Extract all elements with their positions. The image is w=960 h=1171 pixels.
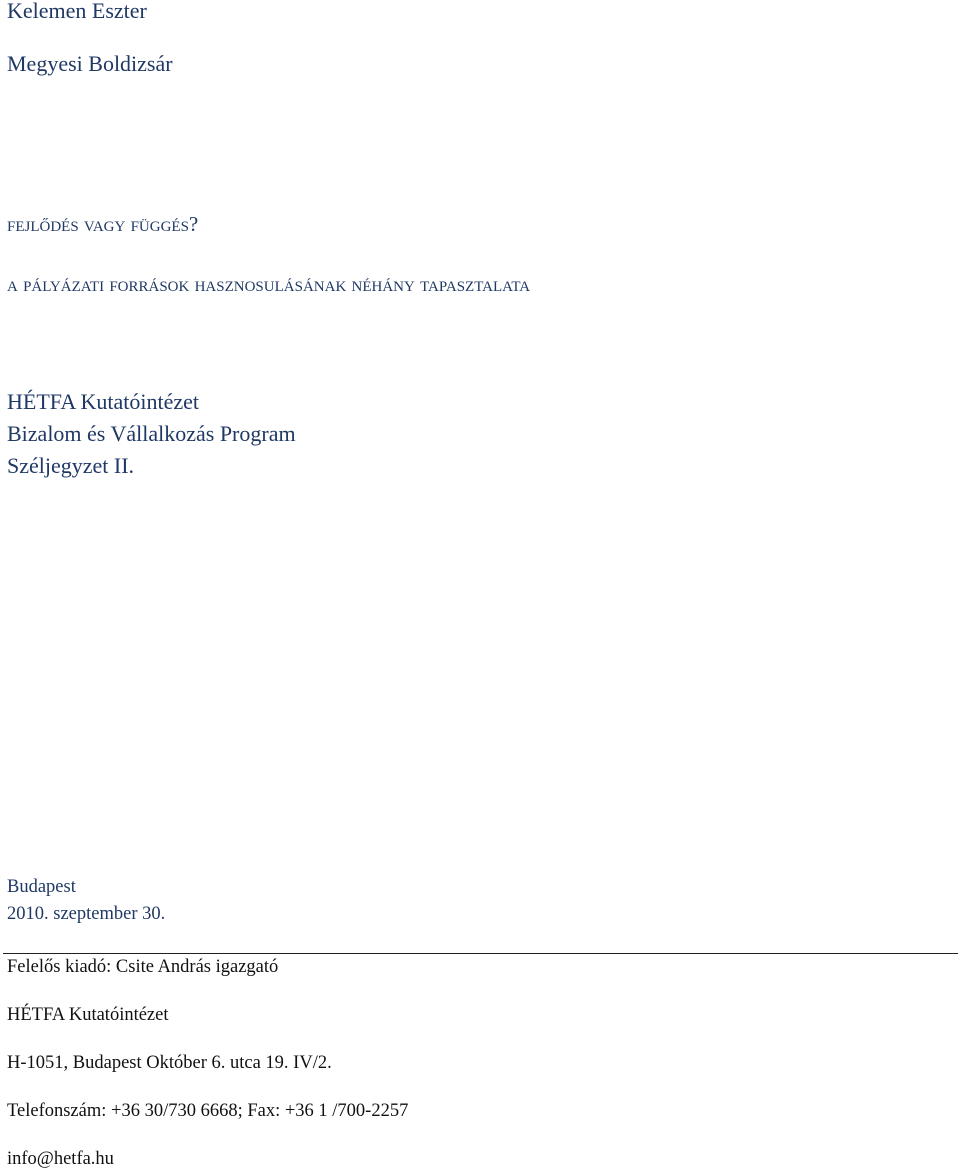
program-name: Bizalom és Vállalkozás Program [7,421,296,446]
publication-date: 2010. szeptember 30. [7,904,166,924]
colophon-address: H-1051, Budapest Október 6. utca 19. IV/2. [7,1053,332,1073]
colophon-publisher: Felelős kiadó: Csite András igazgató [7,957,279,977]
colophon-email[interactable]: info@hetfa.hu [7,1149,114,1169]
publication-place: Budapest [7,877,76,897]
institute-name: HÉTFA Kutatóintézet [7,389,200,414]
author-name: Megyesi Boldizsár [7,51,173,76]
series-name: Széljegyzet II. [7,453,135,478]
document-subtitle: a pályázati források hasznosulásának néhány tapasztalata [7,272,531,296]
colophon-divider [3,953,958,954]
colophon-institute: HÉTFA Kutatóintézet [7,1005,169,1025]
document-title: fejlődés vagy függés? [7,212,199,236]
author-name: Kelemen Eszter [7,0,147,23]
colophon-phone: Telefonszám: +36 30/730 6668; Fax: +36 1 /700-2257 [7,1101,409,1121]
